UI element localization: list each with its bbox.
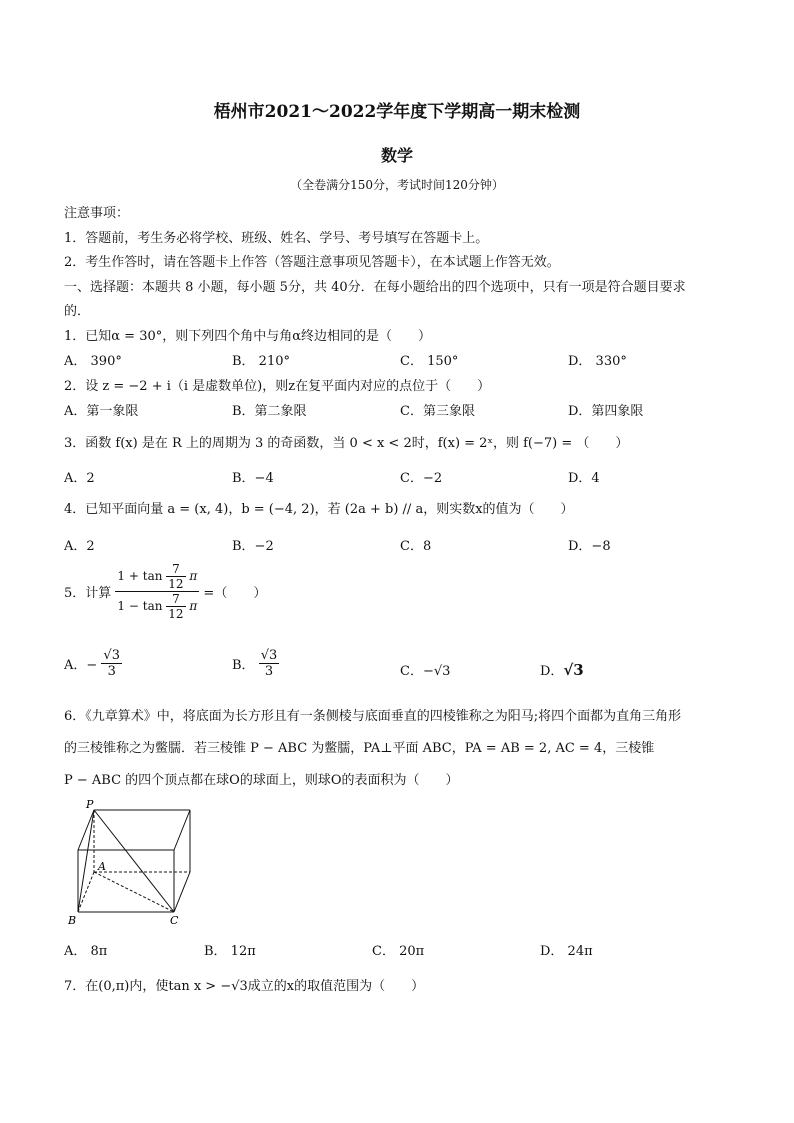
q5-option-d-label: D．	[540, 664, 564, 679]
figure-label-a: A	[98, 860, 106, 873]
question-1-stem: 1．已知α = 30°，则下列四个角中与角α终边相同的是（ ）	[64, 329, 432, 344]
question-6-line: 的三棱锥称之为鳖臑．若三棱锥 P − ABC 为鳖臑，PA⊥平面 ABC，PA = AB = 2, AC = 4，三棱锥	[64, 741, 655, 756]
q1-option-a: A． 390°	[64, 354, 122, 369]
notice-item: 2．考生作答时，请在答题卡上作答（答题注意事项见答题卡），在本试题上作答无效。	[64, 255, 560, 270]
q5-option-b-den: 3	[264, 664, 274, 679]
q2-option-c: C．第三象限	[400, 404, 475, 419]
q3-option-c: C．−2	[400, 471, 443, 486]
q5-inner-fraction-2	[166, 592, 185, 621]
q5-suffix: =（ ）	[203, 586, 267, 601]
exam-meta: （全卷满分150分，考试时间120分钟）	[290, 178, 504, 192]
q5-inner-den: 12	[168, 577, 184, 591]
notice-heading: 注意事项：	[64, 206, 130, 221]
q5-option-c-label: C．−	[400, 664, 434, 679]
question-5-stem	[64, 562, 266, 621]
q5-option-a-label: A．−	[64, 658, 98, 673]
q5-option-b-num: √3	[260, 648, 278, 663]
subject-title: 数学	[380, 146, 413, 165]
figure-label-b: B	[68, 914, 77, 927]
q1-option-b: B． 210°	[232, 354, 290, 369]
q5-pi: π	[189, 569, 198, 583]
q5-pi-2: π	[189, 599, 198, 613]
q5-option-a-num: √3	[103, 648, 120, 663]
q2-option-a: A．第一象限	[64, 404, 139, 419]
q5-inner-num-2: 7	[166, 592, 185, 607]
q5-num-text: 1 + tan	[117, 569, 163, 583]
q5-denominator	[115, 592, 199, 621]
question-6-line: P − ABC 的四个顶点都在球O的球面上，则球O的表面积为（ ）	[64, 773, 459, 788]
q1-option-c: C． 150°	[400, 354, 459, 369]
q5-option-d-value: √3	[563, 661, 584, 679]
q6-option-d: D． 24π	[540, 944, 593, 959]
q5-den-text: 1 − tan	[117, 599, 163, 613]
q2-option-b: B．第二象限	[232, 404, 307, 419]
question-2-stem: 2．设 z = −2 + i（i 是虚数单位)，则z在复平面内对应的点位于（ ）	[64, 379, 491, 394]
q5-inner-num: 7	[166, 562, 185, 577]
q5-option-c	[400, 660, 450, 679]
q5-option-a-fraction	[101, 648, 122, 679]
q6-option-a: A． 8π	[64, 944, 108, 959]
question-4-stem: 4．已知平面向量 a = (x, 4)，b = (−4, 2)，若 (2a + b) // a，则实数x的值为（ ）	[64, 502, 574, 517]
q5-option-b-label: B．	[232, 658, 255, 673]
section-instruction-cont: 的．	[64, 304, 91, 319]
q5-inner-fraction	[166, 562, 185, 591]
q4-option-a: A．2	[64, 539, 95, 554]
q6-figure	[60, 798, 200, 928]
q5-option-b-fraction	[259, 648, 280, 679]
q4-option-c: C．8	[400, 539, 432, 554]
q5-option-a	[64, 648, 122, 679]
q2-option-d: D．第四象限	[568, 404, 644, 419]
q5-option-b	[232, 648, 279, 679]
question-7-stem: 7．在(0,π)内，使tan x > −√3成立的x的取值范围为（ ）	[64, 979, 425, 994]
figure-label-c: C	[170, 914, 179, 927]
q3-option-d: D．4	[568, 471, 600, 486]
q6-option-c: C． 20π	[372, 944, 425, 959]
question-3-stem: 3．函数 f(x) 是在 R 上的周期为 3 的奇函数，当 0 < x < 2时，f(x) = 2ˣ，则 f(−7) = （ ）	[64, 436, 629, 451]
q5-option-c-value: √3	[433, 664, 451, 679]
exam-title: 梧州市2021～2022学年度下学期高一期末检测	[213, 102, 581, 122]
section-instruction: 一、选择题：本题共 8 小题，每小题 5分，共 40分．在每小题给出的四个选项中，只有一项是符合题目要求	[64, 280, 686, 295]
q1-option-d: D． 330°	[568, 354, 627, 369]
figure-label-p: P	[86, 798, 94, 811]
notice-item: 1．答题前，考生务必将学校、班级、姓名、学号、考号填写在答题卡上。	[64, 231, 489, 246]
q5-inner-den-2: 12	[168, 607, 184, 621]
question-6-line: 6．《九章算术》中，将底面为长方形且有一条侧棱与底面垂直的四棱锥称之为阳马;将四个面都为直角三角形	[64, 709, 682, 724]
q5-prefix: 5．计算	[64, 586, 112, 601]
q6-option-b: B． 12π	[204, 944, 256, 959]
q5-option-a-den: 3	[107, 664, 116, 679]
q3-option-a: A．2	[64, 471, 95, 486]
q5-option-d	[540, 660, 584, 679]
q5-numerator	[115, 562, 199, 592]
q5-fraction	[115, 562, 199, 621]
q4-option-d: D．−8	[568, 539, 611, 554]
q4-option-b: B．−2	[232, 539, 274, 554]
q3-option-b: B．−4	[232, 471, 274, 486]
